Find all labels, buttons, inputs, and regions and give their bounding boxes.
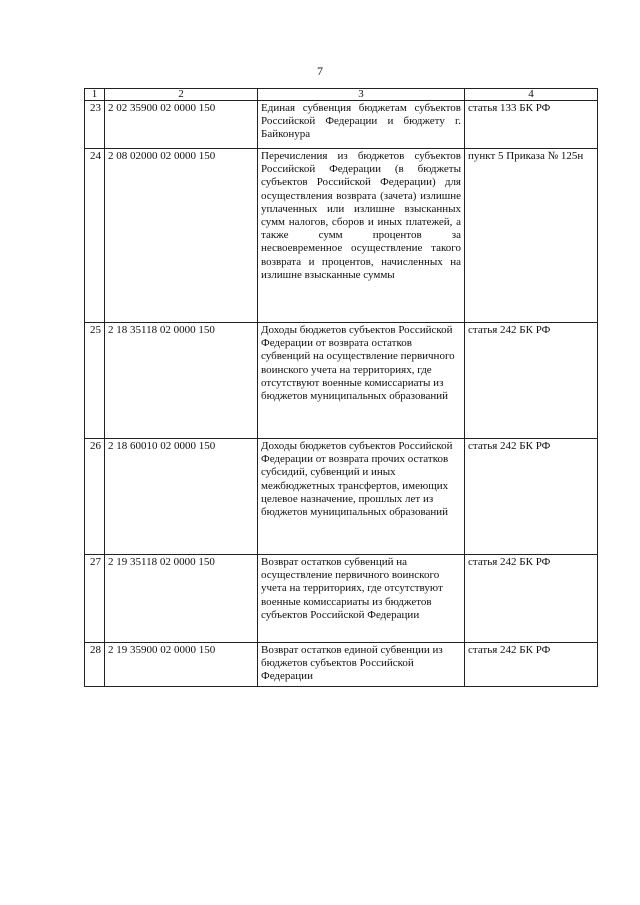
column-header-2: 2 <box>105 89 258 101</box>
budget-code: 2 02 35900 02 0000 150 <box>105 101 258 149</box>
income-description: Единая субвенция бюджетам субъектов Российской Федерации и бюджету г. Байконура <box>258 101 465 149</box>
row-number: 25 <box>85 323 105 439</box>
legal-reference: статья 242 БК РФ <box>465 555 598 643</box>
budget-code: 2 18 35118 02 0000 150 <box>105 323 258 439</box>
page-number: 7 <box>317 64 323 78</box>
budget-code: 2 19 35900 02 0000 150 <box>105 643 258 687</box>
row-number: 26 <box>85 439 105 555</box>
classification-table <box>84 88 598 687</box>
legal-reference: статья 242 БК РФ <box>465 643 598 687</box>
table-row <box>85 643 598 687</box>
income-description: Доходы бюджетов субъектов Российской Федерации от возврата прочих остатков субсидий, субвенций и иных межбюджетных трансфертов, имеющих целевое назначение, прошлых лет из бюджетов муниципальных образований <box>258 439 465 555</box>
income-description: Перечисления из бюджетов субъектов Российской Федерации (в бюджеты субъектов Российской Федерации) для осуществления возврата (зачета) излишне уплаченных или излишне взысканных сумм налогов, сборов и иных платежей, а также сумм процентов за несвоевременное осуществление такого возврата и процентов, начисленных на излишне взысканные суммы <box>258 149 465 323</box>
legal-reference: статья 242 БК РФ <box>465 439 598 555</box>
column-header-4: 4 <box>465 89 598 101</box>
income-description: Возврат остатков субвенций на осуществление первичного воинского учета на территориях, где отсутствуют военные комиссариаты из бюджетов субъектов Российской Федерации <box>258 555 465 643</box>
budget-code: 2 18 60010 02 0000 150 <box>105 439 258 555</box>
budget-code: 2 08 02000 02 0000 150 <box>105 149 258 323</box>
table-row <box>85 149 598 323</box>
budget-code: 2 19 35118 02 0000 150 <box>105 555 258 643</box>
column-header-1: 1 <box>85 89 105 101</box>
legal-reference: пункт 5 Приказа № 125н <box>465 149 598 323</box>
row-number: 28 <box>85 643 105 687</box>
row-number: 23 <box>85 101 105 149</box>
income-description: Возврат остатков единой субвенции из бюджетов субъектов Российской Федерации <box>258 643 465 687</box>
table-row <box>85 101 598 149</box>
legal-reference: статья 133 БК РФ <box>465 101 598 149</box>
column-header-3: 3 <box>258 89 465 101</box>
row-number: 27 <box>85 555 105 643</box>
table-row <box>85 555 598 643</box>
legal-reference: статья 242 БК РФ <box>465 323 598 439</box>
table-header-row <box>85 89 598 101</box>
table-row <box>85 439 598 555</box>
income-description: Доходы бюджетов субъектов Российской Федерации от возврата остатков субвенций на осуществление первичного воинского учета на территориях, где отсутствуют военные комиссариаты из бюджетов муниципальных образований <box>258 323 465 439</box>
table-row <box>85 323 598 439</box>
row-number: 24 <box>85 149 105 323</box>
